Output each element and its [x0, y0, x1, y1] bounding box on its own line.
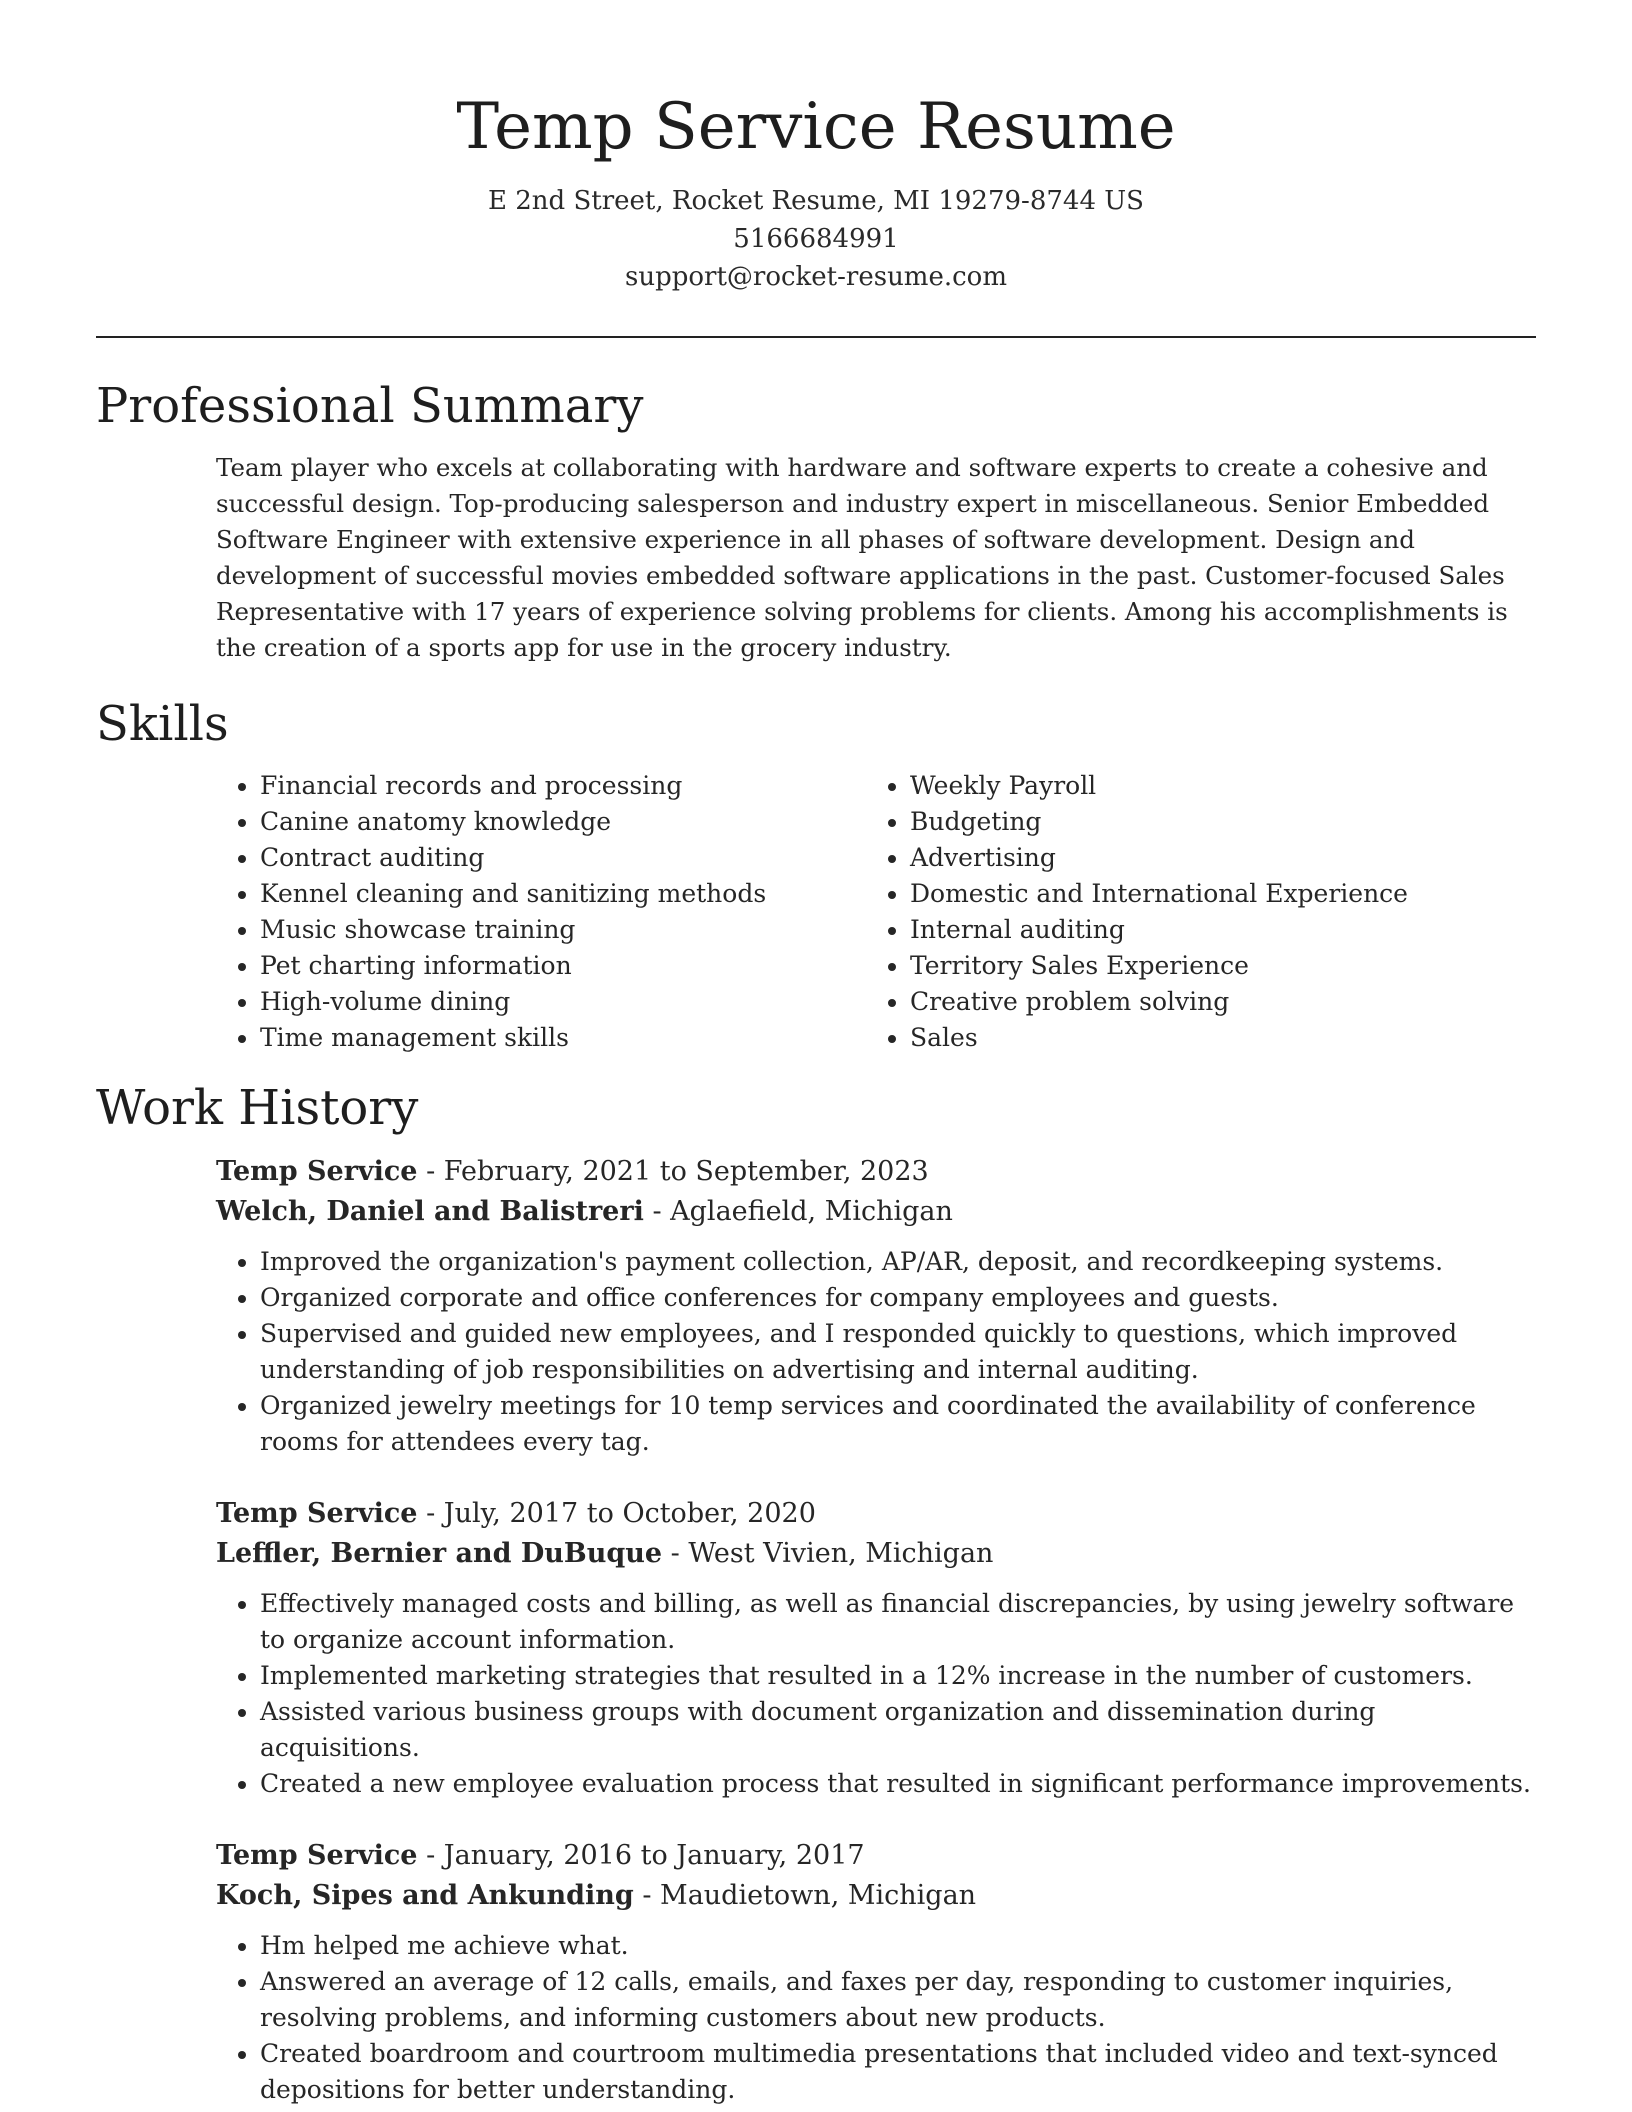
- job-role: Temp Service: [216, 1156, 418, 1187]
- job-bullet: • Organized jewelry meetings for 10 temp services and coordinated the availability of conference rooms for attendees every tag.: [260, 1388, 1536, 1460]
- contact-info: [96, 182, 1536, 296]
- skill-item: • Financial records and processing: [260, 768, 866, 804]
- job-location: - Maudietown, Michigan: [633, 1880, 977, 1911]
- job-bullet-list: [216, 1928, 1536, 2108]
- job-role: Temp Service: [216, 1498, 418, 1529]
- skill-item: • Pet charting information: [260, 948, 866, 984]
- skill-item: • Contract auditing: [260, 840, 866, 876]
- skills-list-left: [216, 768, 866, 1056]
- job-company: Koch, Sipes and Ankunding: [216, 1880, 634, 1911]
- summary-heading: Professional Summary: [96, 378, 644, 434]
- job-company-line: [216, 1192, 1536, 1232]
- job-bullet: • Assisted various business groups with document organization and dissemination during acquisitions.: [260, 1694, 1536, 1766]
- work-history-section: [96, 1078, 1536, 2108]
- summary-section: [96, 376, 1536, 666]
- job-bullet: • Organized corporate and office conferences for company employees and guests.: [260, 1280, 1536, 1316]
- skill-item: • Sales: [910, 1020, 1516, 1056]
- skills-list-right: [866, 768, 1516, 1056]
- job-bullet-list: [216, 1586, 1536, 1802]
- skill-item: • Creative problem solving: [910, 984, 1516, 1020]
- job-dates: - January, 2016 to January, 2017: [417, 1840, 865, 1871]
- job-bullet-list: [216, 1244, 1536, 1460]
- resume-header: [96, 0, 1536, 296]
- contact-phone: 5166684991: [733, 224, 899, 254]
- skill-item: • Kennel cleaning and sanitizing methods: [260, 876, 866, 912]
- job-company: Welch, Daniel and Balistreri: [216, 1196, 644, 1227]
- skill-item: • High-volume dining: [260, 984, 866, 1020]
- skill-item: • Weekly Payroll: [910, 768, 1516, 804]
- job-bullet: • Implemented marketing strategies that resulted in a 12% increase in the number of customers.: [260, 1658, 1536, 1694]
- job-bullet: • Created boardroom and courtroom multimedia presentations that included video and text-synced depositions for better understanding.: [260, 2036, 1536, 2108]
- skills-heading: Skills: [96, 696, 229, 752]
- job-dates: - February, 2021 to September, 2023: [417, 1156, 929, 1187]
- job-bullet: • Created a new employee evaluation process that resulted in significant performance improvements.: [260, 1766, 1536, 1802]
- job-bullet: • Effectively managed costs and billing, as well as financial discrepancies, by using jewelry software to organize account information.: [260, 1586, 1536, 1658]
- header-divider: [96, 336, 1536, 338]
- skill-item: • Advertising: [910, 840, 1516, 876]
- job-company-line: [216, 1534, 1536, 1574]
- skill-item: • Canine anatomy knowledge: [260, 804, 866, 840]
- job-company-line: [216, 1876, 1536, 1916]
- job-entry: [216, 1494, 1536, 1802]
- summary-text: Team player who excels at collaborating with hardware and software experts to create a cohesive and successful design. Top-producing salesperson and industry expert in miscellaneous. Senior Embedded Software Engineer with extensive experience in all phases of software development. Design and development of successful movies embedded software applications in the past. Customer-focused Sales Representative with 17 years of experience solving problems for clients. Among his accomplishments is the creation of a sports app for use in the grocery industry.: [216, 453, 1508, 662]
- job-bullet: • Supervised and guided new employees, and I responded quickly to questions, which improved understanding of job responsibilities on advertising and internal auditing.: [260, 1316, 1536, 1388]
- job-company: Leffler, Bernier and DuBuque: [216, 1538, 663, 1569]
- job-entry: [216, 1152, 1536, 1460]
- work-history-heading: Work History: [96, 1080, 419, 1136]
- job-title-line: [216, 1494, 1536, 1534]
- skill-item: • Time management skills: [260, 1020, 866, 1056]
- job-title-line: [216, 1836, 1536, 1876]
- skills-section: [96, 694, 1536, 1056]
- contact-email: support@rocket-resume.com: [624, 262, 1007, 292]
- job-title-line: [216, 1152, 1536, 1192]
- contact-address: E 2nd Street, Rocket Resume, MI 19279-8744 US: [488, 186, 1144, 216]
- skill-item: • Music showcase training: [260, 912, 866, 948]
- job-bullet: • Improved the organization's payment collection, AP/AR, deposit, and recordkeeping systems.: [260, 1244, 1536, 1280]
- resume-title: Temp Service Resume: [456, 90, 1176, 164]
- skill-item: • Internal auditing: [910, 912, 1516, 948]
- job-entry: [216, 1836, 1536, 2108]
- job-bullet: • Hm helped me achieve what.: [260, 1928, 1536, 1964]
- job-dates: - July, 2017 to October, 2020: [417, 1498, 816, 1529]
- job-role: Temp Service: [216, 1840, 418, 1871]
- skills-grid: [216, 768, 1536, 1056]
- job-location: - West Vivien, Michigan: [662, 1538, 994, 1569]
- job-bullet: • Answered an average of 12 calls, emails, and faxes per day, responding to customer inquiries, resolving problems, and informing customers about new products.: [260, 1964, 1536, 2036]
- skill-item: • Budgeting: [910, 804, 1516, 840]
- job-location: - Aglaefield, Michigan: [643, 1196, 953, 1227]
- skill-item: • Domestic and International Experience: [910, 876, 1516, 912]
- skill-item: • Territory Sales Experience: [910, 948, 1516, 984]
